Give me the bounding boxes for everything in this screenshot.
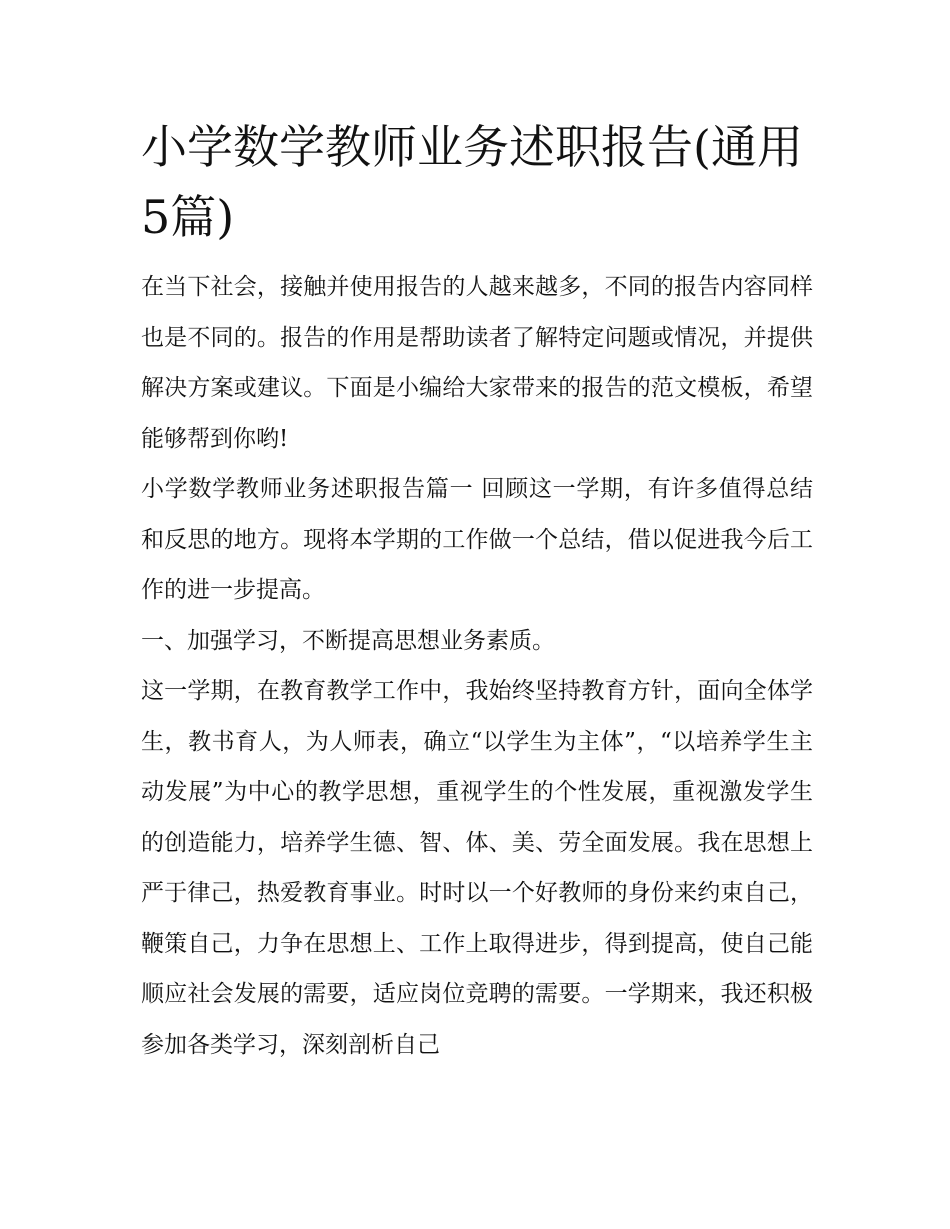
document-content [141,112,813,1070]
paragraph-section-one-body: 这一学期，在教育教学工作中，我始终坚持教育方针，面向全体学生，教书育人，为人师表，确立“以学生为主体”，“以培养学生主动发展”为中心的教学思想，重视学生的个性发展，重视激发学生的创造能力，培养学生德、智、体、美、劳全面发展。我在思想上严于律己，热爱教育事业。时时以一个好教师的身份来约束自己，鞭策自己，力争在思想上、工作上取得进步，得到提高，使自己能顺应社会发展的需要，适应岗位竞聘的需要。一学期来，我还积极参加各类学习，深刻剖析自己 [141,678,813,1058]
paragraph-intro: 在当下社会，接触并使用报告的人越来越多，不同的报告内容同样也是不同的。报告的作用是帮助读者了解特定问题或情况，并提供解决方案或建议。下面是小编给大家带来的报告的范文模板，希望能够帮到你哟! [141,274,813,452]
section-heading-one: 一、加强学习，不断提高思想业务素质。 [141,627,555,654]
document-title: 小学数学教师业务述职报告(通用5篇) [141,120,803,244]
paragraph-chapter-one-opening: 小学数学教师业务述职报告篇一 回顾这一学期，有许多值得总结和反思的地方。现将本学期的工作做一个总结，借以促进我今后工作的进一步提高。 [141,476,813,603]
document-body [141,262,813,1070]
